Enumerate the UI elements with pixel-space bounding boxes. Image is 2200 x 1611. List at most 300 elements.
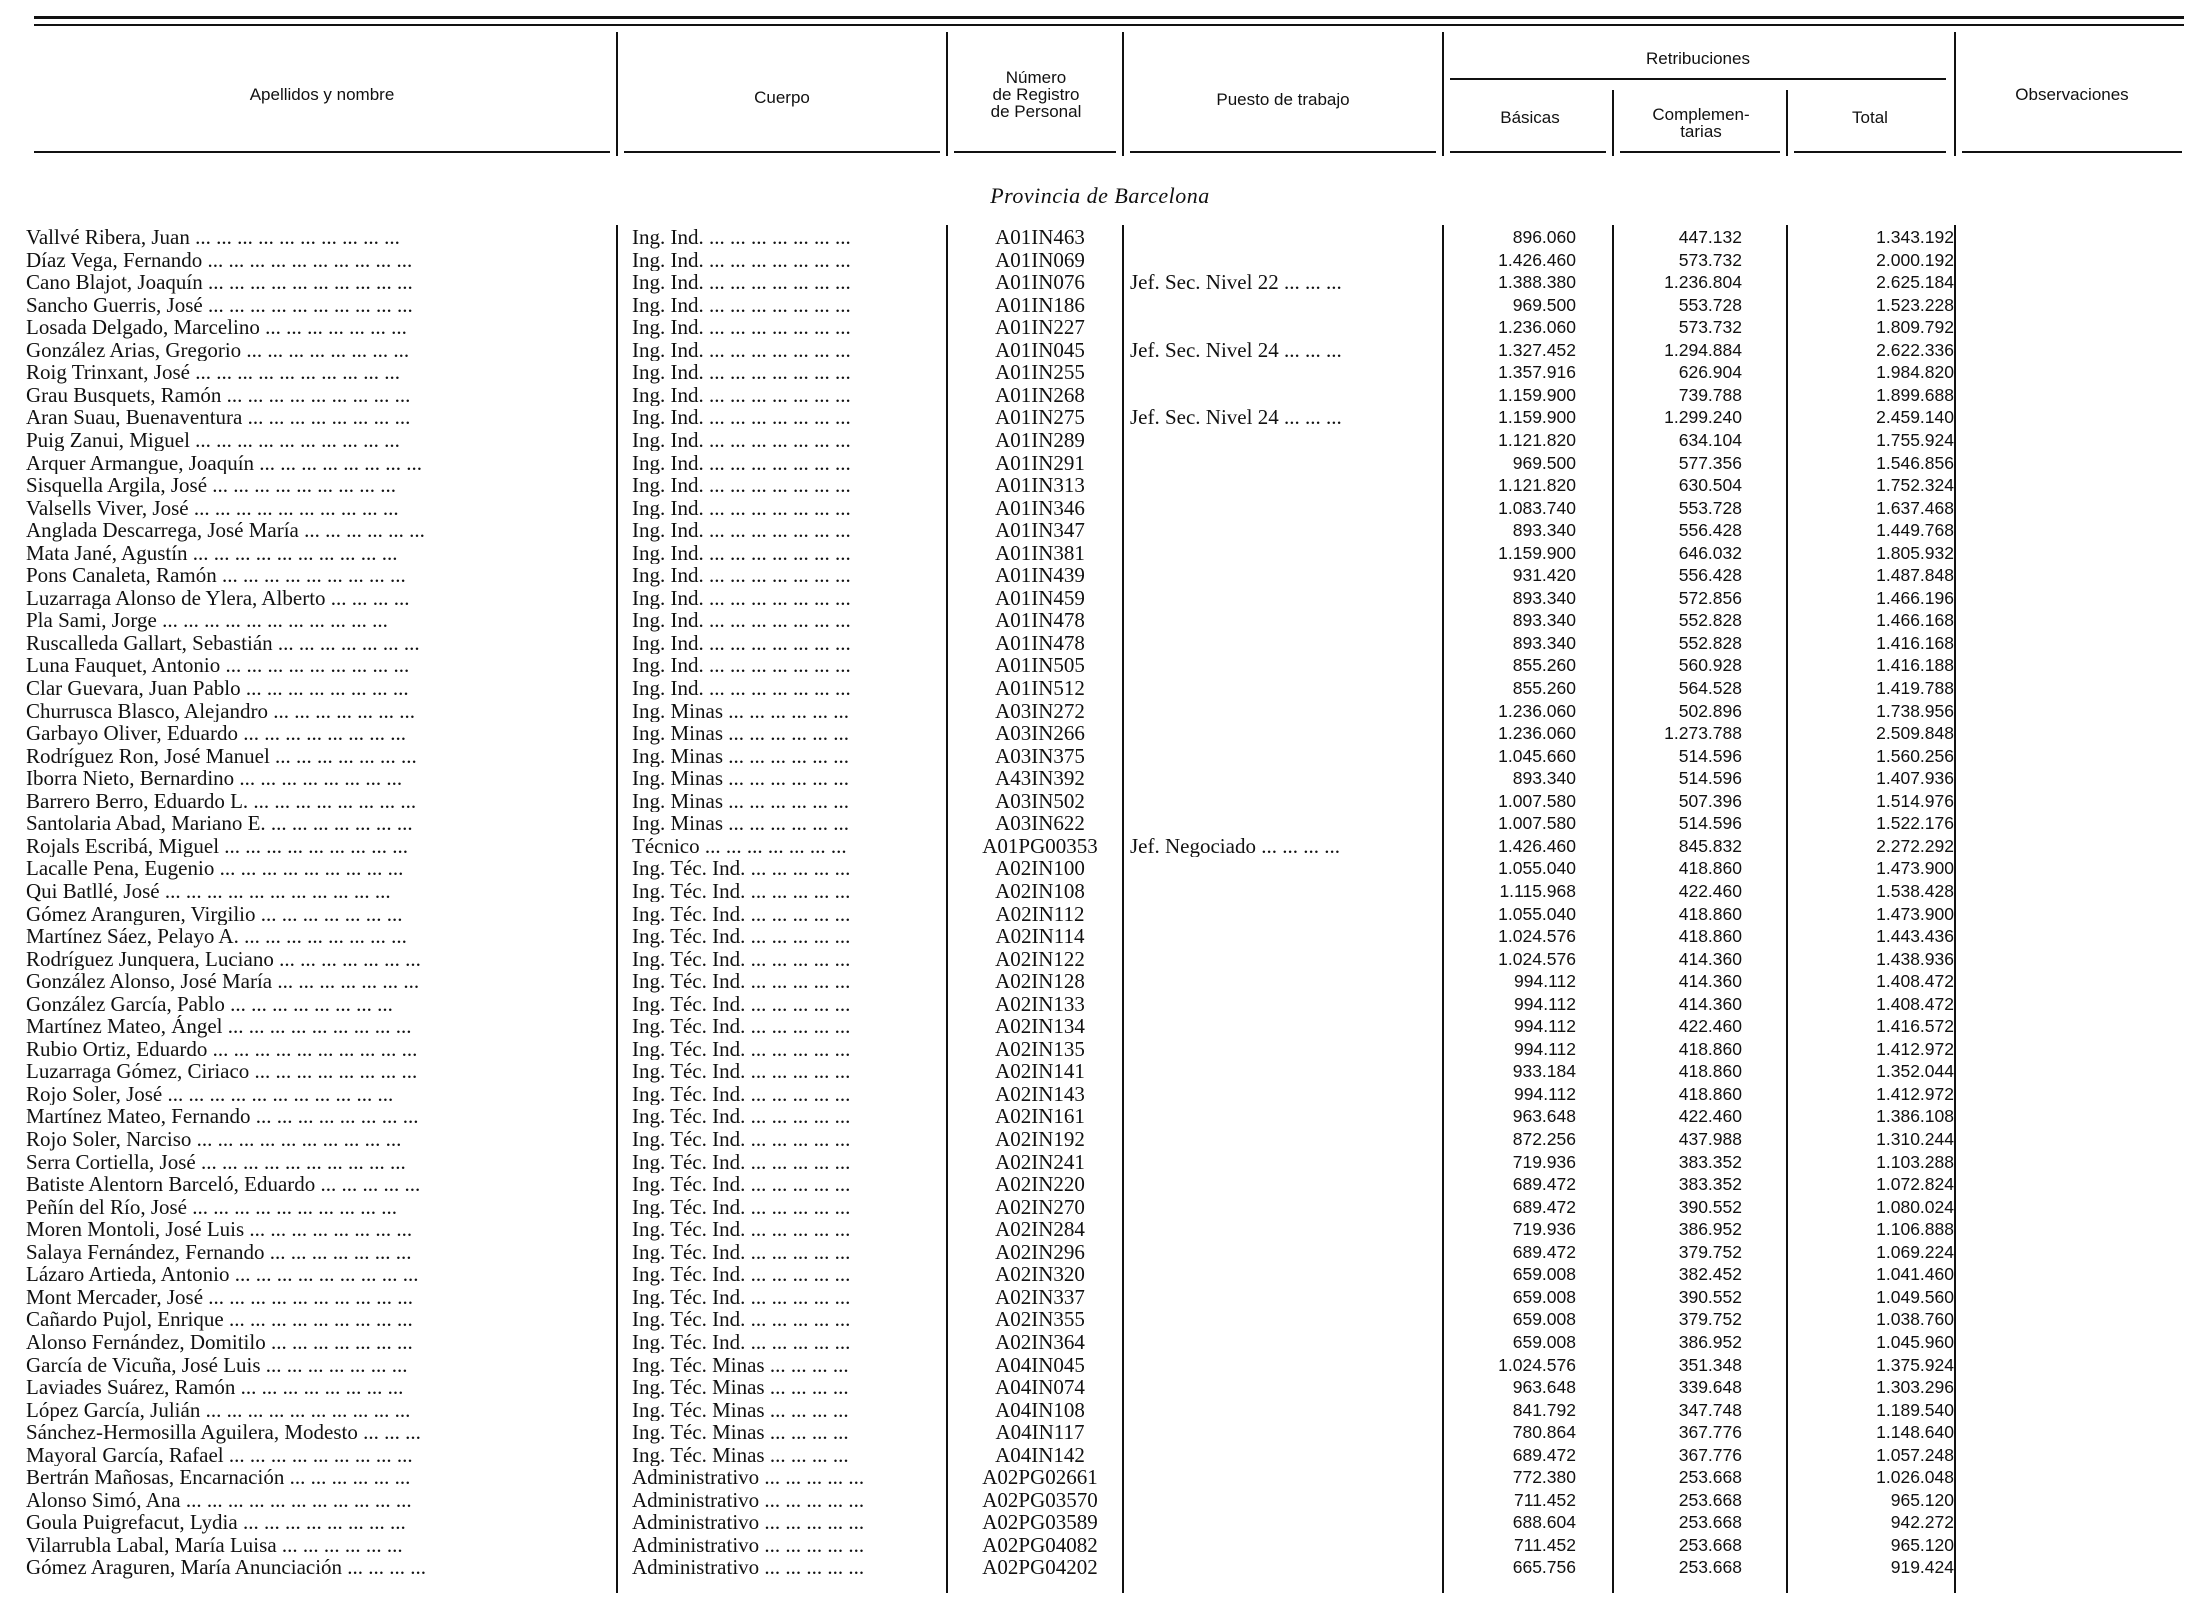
table-row [0,700,2200,723]
row-basicas: 893.340 [1512,520,1576,541]
row-complementarias: 390.552 [1678,1286,1742,1307]
row-basicas: 841.792 [1512,1399,1576,1420]
row-nombre: Goula Puigrefacut, Lydia ... ... ... ... ... ... ... ... [26,1511,406,1534]
row-nombre: Cano Blajot, Joaquín ... ... ... ... ... ... ... ... ... ... [26,271,413,294]
row-puesto: Jef. Sec. Nivel 24 ... ... ... [1130,338,1342,362]
row-complementarias: 379.752 [1678,1309,1742,1330]
row-registro: A43IN392 [995,767,1085,790]
row-complementarias: 553.728 [1678,497,1742,518]
row-cuerpo: Ing. Minas ... ... ... ... ... ... [632,744,849,768]
table-row [0,384,2200,407]
header-bottom-rule [624,151,940,153]
header-complementarias-line: Complemen- [1652,105,1750,124]
row-registro: A01IN069 [995,248,1085,272]
row-registro: A01IN045 [995,338,1085,362]
row-complementarias: 414.360 [1678,971,1742,992]
row-basicas: 1.007.580 [1498,790,1576,811]
row-registro: A01IN076 [995,271,1085,294]
row-nombre: González Arias, Gregorio ... ... ... ... ... ... ... ... [26,338,410,362]
row-registro: A02IN320 [995,1263,1085,1286]
row-cuerpo: Ing. Téc. Ind. ... ... ... ... ... [632,925,851,948]
row-total: 942.272 [1890,1512,1954,1533]
header-cuerpo: Cuerpo [754,88,810,107]
row-cuerpo: Ing. Téc. Ind. ... ... ... ... ... [632,1037,851,1061]
row-cuerpo: Ing. Téc. Ind. ... ... ... ... ... [632,970,851,993]
province-heading: Provincia de Barcelona [990,183,1210,208]
row-basicas: 1.024.576 [1498,948,1576,969]
header-bottom-rule [34,151,610,153]
row-complementarias: 414.360 [1678,948,1742,969]
table-row [0,1354,2200,1377]
row-total: 2.622.336 [1876,339,1954,360]
row-cuerpo: Ing. Ind. ... ... ... ... ... ... ... [632,451,851,475]
row-registro: A03IN375 [995,744,1085,768]
row-total: 1.049.560 [1876,1286,1954,1307]
row-registro: A01IN478 [995,631,1085,655]
header-puesto: Puesto de trabajo [1216,90,1350,109]
row-cuerpo: Administrativo ... ... ... ... ... [632,1488,865,1512]
row-registro: A01IN505 [995,654,1085,677]
table-row [0,249,2200,272]
row-cuerpo: Ing. Téc. Ind. ... ... ... ... ... [632,1308,851,1331]
row-complementarias: 351.348 [1678,1354,1742,1375]
row-total: 1.443.436 [1876,926,1954,947]
row-complementarias: 418.860 [1678,858,1742,879]
row-complementarias: 573.732 [1678,317,1742,338]
row-cuerpo: Ing. Ind. ... ... ... ... ... ... ... [632,496,851,520]
row-basicas: 855.260 [1512,678,1576,698]
row-nombre: Rojo Soler, Narciso ... ... ... ... ... ... ... ... ... ... [26,1128,402,1151]
row-nombre: Lázaro Artieda, Antonio ... ... ... ... ... ... ... ... ... [26,1263,419,1286]
row-complementarias: 646.032 [1678,542,1742,563]
row-nombre: Pons Canaleta, Ramón ... ... ... ... ... ... ... ... ... [26,564,406,587]
row-basicas: 1.236.060 [1498,723,1576,744]
row-registro: A04IN045 [995,1353,1085,1377]
row-basicas: 994.112 [1514,993,1576,1014]
row-nombre: Rodríguez Ron, José Manuel ... ... ... ... ... ... ... [26,744,417,768]
header-bottom-rule [1794,151,1946,153]
row-cuerpo: Ing. Téc. Ind. ... ... ... ... ... [632,1128,851,1151]
row-basicas: 659.008 [1512,1331,1576,1352]
table-row [0,1105,2200,1128]
row-cuerpo: Administrativo ... ... ... ... ... [632,1466,865,1489]
row-complementarias: 556.428 [1678,520,1742,541]
row-nombre: Luzarraga Gómez, Ciriaco ... ... ... ... ... ... ... ... [26,1060,418,1083]
table-row [0,542,2200,565]
row-registro: A03IN622 [995,812,1085,835]
row-basicas: 1.236.060 [1498,700,1576,721]
row-complementarias: 514.596 [1678,768,1742,789]
row-complementarias: 553.728 [1678,294,1742,315]
row-cuerpo: Ing. Téc. Minas ... ... ... ... [632,1398,849,1422]
row-total: 1.106.888 [1876,1219,1954,1240]
row-basicas: 933.184 [1512,1061,1576,1082]
row-total: 1.343.192 [1876,227,1954,247]
row-total: 1.419.788 [1876,678,1954,698]
row-cuerpo: Ing. Téc. Ind. ... ... ... ... ... [632,1082,851,1106]
row-basicas: 689.472 [1512,1444,1576,1465]
row-complementarias: 382.452 [1678,1264,1742,1285]
row-nombre: Díaz Vega, Fernando ... ... ... ... ... ... ... ... ... ... [26,248,413,272]
row-cuerpo: Técnico ... ... ... ... ... ... ... [632,834,847,858]
row-puesto: Jef. Negociado ... ... ... ... [1130,834,1340,858]
row-cuerpo: Ing. Téc. Minas ... ... ... ... [632,1376,849,1399]
row-basicas: 872.256 [1512,1129,1576,1149]
row-registro: A02IN134 [995,1015,1085,1038]
header-total: Total [1852,108,1888,127]
row-basicas: 994.112 [1514,971,1576,992]
row-complementarias: 418.860 [1678,1038,1742,1059]
row-total: 1.041.460 [1876,1264,1954,1285]
row-nombre: Martínez Mateo, Fernando ... ... ... ... ... ... ... ... [26,1105,419,1128]
row-nombre: Moren Montoli, José Luis ... ... ... ... ... ... ... ... [26,1218,413,1241]
row-registro: A02IN128 [995,970,1085,993]
row-nombre: Martínez Sáez, Pelayo A. ... ... ... ... ... ... ... ... [26,925,407,948]
row-complementarias: 379.752 [1678,1241,1742,1262]
row-nombre: Luzarraga Alonso de Ylera, Alberto ... ... ... ... [26,586,410,610]
header-bottom-rule [1130,151,1436,153]
row-registro: A01IN227 [995,316,1085,339]
row-nombre: Batiste Alentorn Barceló, Eduardo ... ... ... ... ... [26,1173,421,1196]
table-row [0,1511,2200,1534]
table-row [0,745,2200,768]
row-complementarias: 514.596 [1678,745,1742,766]
row-puesto: Jef. Sec. Nivel 24 ... ... ... [1130,406,1342,429]
table-row [0,1534,2200,1557]
table-row [0,1151,2200,1174]
row-cuerpo: Ing. Ind. ... ... ... ... ... ... ... [632,609,851,632]
row-basicas: 772.380 [1512,1467,1576,1488]
row-complementarias: 422.460 [1678,1106,1742,1127]
row-nombre: Rojo Soler, José ... ... ... ... ... ... ... ... ... ... ... [26,1082,394,1106]
row-total: 1.438.936 [1876,948,1954,969]
row-complementarias: 383.352 [1678,1151,1742,1172]
row-total: 1.546.856 [1876,452,1954,473]
row-cuerpo: Ing. Téc. Ind. ... ... ... ... ... [632,1105,851,1128]
row-cuerpo: Ing. Minas ... ... ... ... ... ... [632,789,849,813]
row-nombre: Iborra Nieto, Bernardino ... ... ... ... ... ... ... ... [26,767,403,790]
row-total: 1.408.472 [1876,993,1954,1014]
row-complementarias: 507.396 [1678,790,1742,811]
table-row [0,294,2200,317]
row-complementarias: 418.860 [1678,903,1742,924]
row-complementarias: 386.952 [1678,1219,1742,1240]
row-cuerpo: Ing. Ind. ... ... ... ... ... ... ... [632,248,851,272]
row-cuerpo: Ing. Téc. Ind. ... ... ... ... ... [632,1173,851,1196]
table-row [0,632,2200,655]
table-row [0,519,2200,542]
row-nombre: Cañardo Pujol, Enrique ... ... ... ... ... ... ... ... ... [26,1308,413,1331]
row-complementarias: 560.928 [1678,655,1742,676]
row-basicas: 689.472 [1512,1196,1576,1217]
table-row [0,1060,2200,1083]
row-basicas: 659.008 [1512,1309,1576,1330]
row-registro: A02IN364 [995,1330,1085,1354]
row-nombre: Laviades Suárez, Ramón ... ... ... ... ... ... ... ... [26,1376,404,1399]
row-total: 1.080.024 [1876,1196,1954,1217]
row-total: 1.473.900 [1876,858,1954,879]
row-basicas: 1.159.900 [1498,542,1576,563]
table-row [0,1444,2200,1467]
table-row [0,1038,2200,1061]
row-registro: A01IN381 [995,541,1085,565]
row-basicas: 689.472 [1512,1174,1576,1195]
row-complementarias: 626.904 [1678,362,1742,383]
row-registro: A01PG00353 [982,834,1098,858]
row-nombre: Grau Busquets, Ramón ... ... ... ... ... ... ... ... ... [26,383,411,407]
row-complementarias: 1.236.804 [1664,272,1742,293]
row-complementarias: 514.596 [1678,813,1742,834]
row-basicas: 1.159.900 [1498,407,1576,428]
table-row [0,1083,2200,1106]
header-registro-line: Número [1005,68,1067,87]
row-total: 1.416.188 [1876,655,1954,676]
row-registro: A02IN100 [995,857,1085,880]
row-basicas: 1.327.452 [1498,339,1576,360]
header-bottom-rule [954,151,1116,153]
row-cuerpo: Ing. Ind. ... ... ... ... ... ... ... [632,338,851,362]
table-row [0,903,2200,926]
row-total: 1.069.224 [1876,1241,1954,1262]
row-nombre: González Alonso, José María ... ... ... ... ... ... ... [26,970,420,993]
row-cuerpo: Ing. Ind. ... ... ... ... ... ... ... [632,406,851,429]
header-divider [1954,32,1956,156]
table-row [0,970,2200,993]
row-cuerpo: Ing. Ind. ... ... ... ... ... ... ... [632,383,851,407]
row-total: 1.984.820 [1876,362,1954,383]
row-basicas: 893.340 [1512,587,1576,608]
row-registro: A02IN270 [995,1195,1085,1219]
row-nombre: Anglada Descarrega, José María ... ... ... ... ... ... [26,519,425,542]
table-row [0,654,2200,677]
row-cuerpo: Ing. Téc. Ind. ... ... ... ... ... [632,1285,851,1309]
header-bottom-rule [1962,151,2182,153]
row-nombre: Gómez Araguren, María Anunciación ... ... ... ... [26,1556,427,1579]
row-basicas: 896.060 [1512,227,1576,247]
table-row [0,1218,2200,1241]
table-row [0,1399,2200,1422]
row-nombre: Roig Trinxant, José ... ... ... ... ... ... ... ... ... ... [26,361,400,384]
row-total: 1.805.932 [1876,542,1954,563]
row-basicas: 1.083.740 [1498,497,1576,518]
table-row [0,406,2200,429]
row-total: 1.408.472 [1876,971,1954,992]
row-basicas: 1.055.040 [1498,903,1576,924]
row-nombre: González García, Pablo ... ... ... ... ... ... ... ... [26,992,393,1016]
header-divider [1122,32,1124,156]
row-registro: A02IN355 [995,1308,1085,1331]
row-complementarias: 739.788 [1678,384,1742,405]
row-total: 1.189.540 [1876,1399,1954,1420]
row-cuerpo: Ing. Téc. Ind. ... ... ... ... ... [632,1060,851,1083]
row-total: 2.459.140 [1876,407,1954,428]
row-basicas: 711.452 [1514,1534,1576,1555]
row-total: 1.416.572 [1876,1016,1954,1037]
row-registro: A02PG04202 [982,1556,1098,1579]
table-row [0,1128,2200,1151]
header-complementarias [1618,106,1784,140]
row-basicas: 1.121.820 [1498,475,1576,496]
row-total: 2.625.184 [1876,272,1954,293]
row-nombre: Lacalle Pena, Eugenio ... ... ... ... ... ... ... ... ... [26,857,404,880]
row-registro: A01IN268 [995,383,1085,407]
row-total: 1.538.428 [1876,880,1954,901]
row-registro: A01IN255 [995,361,1085,384]
row-nombre: Pla Sami, Jorge ... ... ... ... ... ... ... ... ... ... ... [26,609,388,632]
row-cuerpo: Ing. Téc. Ind. ... ... ... ... ... [632,992,851,1016]
row-total: 1.057.248 [1876,1444,1954,1465]
row-complementarias: 253.668 [1678,1512,1742,1533]
table-row [0,1263,2200,1286]
row-registro: A02IN141 [995,1060,1085,1083]
table-row [0,857,2200,880]
row-registro: A02PG03589 [982,1511,1098,1534]
row-basicas: 689.472 [1512,1241,1576,1262]
row-total: 1.522.176 [1876,813,1954,834]
row-nombre: Alonso Fernández, Domitilo ... ... ... ... ... ... ... [26,1330,413,1354]
header-registro-line: de Registro [992,85,1080,104]
table-row [0,587,2200,610]
table-row [0,452,2200,475]
table-row [0,564,2200,587]
table-row [0,1556,2200,1579]
table-row [0,1489,2200,1512]
row-basicas: 963.648 [1512,1377,1576,1398]
row-basicas: 711.452 [1514,1489,1576,1510]
row-registro: A01IN347 [995,519,1085,542]
row-registro: A02PG04082 [982,1533,1098,1557]
table-row [0,767,2200,790]
row-complementarias: 437.988 [1678,1129,1742,1149]
row-nombre: Garbayo Oliver, Eduardo ... ... ... ... ... ... ... ... [26,722,406,745]
row-basicas: 1.426.460 [1498,835,1576,856]
row-basicas: 1.426.460 [1498,249,1576,270]
row-cuerpo: Ing. Téc. Ind. ... ... ... ... ... [632,902,851,926]
row-registro: A04IN074 [995,1376,1085,1399]
row-cuerpo: Ing. Téc. Ind. ... ... ... ... ... [632,1150,851,1174]
row-total: 1.560.256 [1876,745,1954,766]
row-cuerpo: Ing. Ind. ... ... ... ... ... ... ... [632,474,851,497]
row-total: 1.303.296 [1876,1377,1954,1398]
row-basicas: 1.357.916 [1498,362,1576,383]
row-total: 965.120 [1890,1534,1954,1555]
row-basicas: 1.236.060 [1498,317,1576,338]
row-cuerpo: Ing. Téc. Minas ... ... ... ... [632,1443,849,1467]
row-total: 1.449.768 [1876,520,1954,541]
row-total: 1.899.688 [1876,384,1954,405]
row-registro: A03IN502 [995,789,1085,813]
row-total: 1.738.956 [1876,700,1954,721]
row-cuerpo: Ing. Ind. ... ... ... ... ... ... ... [632,271,851,294]
row-basicas: 719.936 [1512,1219,1576,1240]
header-basicas: Básicas [1500,108,1560,127]
row-complementarias: 418.860 [1678,1083,1742,1104]
row-total: 1.755.924 [1876,429,1954,450]
row-nombre: Mata Jané, Agustín ... ... ... ... ... ... ... ... ... ... [26,541,398,565]
row-cuerpo: Ing. Téc. Minas ... ... ... ... [632,1421,849,1444]
row-cuerpo: Ing. Minas ... ... ... ... ... ... [632,812,849,835]
row-nombre: Sánchez-Hermosilla Aguilera, Modesto ... ... ... [26,1421,421,1444]
row-basicas: 893.340 [1512,768,1576,789]
row-cuerpo: Ing. Téc. Ind. ... ... ... ... ... [632,1240,851,1264]
row-basicas: 1.007.580 [1498,813,1576,834]
table-row [0,790,2200,813]
row-complementarias: 502.896 [1678,700,1742,721]
row-total: 965.120 [1890,1489,1954,1510]
retribuciones-rule [1450,78,1946,80]
row-basicas: 665.756 [1512,1557,1576,1578]
row-complementarias: 422.460 [1678,1016,1742,1037]
table-row [0,1173,2200,1196]
row-cuerpo: Ing. Ind. ... ... ... ... ... ... ... [632,586,851,610]
row-nombre: Sisquella Argila, José ... ... ... ... ... ... ... ... ... [26,474,397,497]
row-total: 1.148.640 [1876,1422,1954,1443]
row-complementarias: 418.860 [1678,926,1742,947]
row-basicas: 1.388.380 [1498,272,1576,293]
row-cuerpo: Ing. Ind. ... ... ... ... ... ... ... [632,654,851,677]
row-cuerpo: Ing. Ind. ... ... ... ... ... ... ... [632,519,851,542]
row-nombre: Puig Zanui, Miguel ... ... ... ... ... ... ... ... ... ... [26,428,400,452]
table-row [0,880,2200,903]
row-cuerpo: Ing. Téc. Ind. ... ... ... ... ... [632,1015,851,1038]
row-complementarias: 253.668 [1678,1489,1742,1510]
table-row [0,1286,2200,1309]
table-row [0,361,2200,384]
row-nombre: Churrusca Blasco, Alejandro ... ... ... ... ... ... ... [26,699,416,723]
row-cuerpo: Administrativo ... ... ... ... ... [632,1511,865,1534]
header-observaciones: Observaciones [2015,85,2129,104]
row-registro: A02IN133 [995,992,1085,1016]
header-registro [950,69,1122,120]
row-registro: A02IN161 [995,1105,1085,1128]
row-registro: A02IN337 [995,1285,1085,1309]
row-cuerpo: Ing. Minas ... ... ... ... ... ... [632,722,849,745]
header-registro-line: de Personal [990,102,1082,121]
row-registro: A02IN220 [995,1173,1085,1196]
table-row [0,609,2200,632]
row-basicas: 931.420 [1512,565,1576,586]
header-nombre: Apellidos y nombre [249,85,395,104]
row-total: 1.466.196 [1876,587,1954,608]
row-nombre: Bertrán Mañosas, Encarnación ... ... ... ... ... ... [26,1466,411,1489]
row-basicas: 1.024.576 [1498,926,1576,947]
row-complementarias: 552.828 [1678,632,1742,653]
row-nombre: Valsells Viver, José ... ... ... ... ... ... ... ... ... ... [26,496,399,520]
row-total: 1.045.960 [1876,1331,1954,1352]
table-row [0,226,2200,249]
row-nombre: Rodríguez Junquera, Luciano ... ... ... ... ... ... ... [26,947,421,971]
row-cuerpo: Ing. Ind. ... ... ... ... ... ... ... [632,677,851,700]
header-divider [616,32,618,156]
row-basicas: 688.604 [1512,1512,1576,1533]
row-complementarias: 572.856 [1678,587,1742,608]
row-nombre: García de Vicuña, José Luis ... ... ... ... ... ... ... [26,1353,408,1377]
row-nombre: Losada Delgado, Marcelino ... ... ... ... ... ... ... [26,316,407,339]
header-retribuciones: Retribuciones [1646,49,1750,68]
row-complementarias: 447.132 [1678,227,1742,247]
row-basicas: 963.648 [1512,1106,1576,1127]
table-row [0,1196,2200,1219]
table-row [0,1015,2200,1038]
row-registro: A01IN512 [995,677,1085,700]
row-complementarias: 383.352 [1678,1174,1742,1195]
row-basicas: 994.112 [1514,1083,1576,1104]
header-divider [946,32,948,156]
table-row [0,1308,2200,1331]
row-nombre: Qui Batllé, José ... ... ... ... ... ... ... ... ... ... ... [26,879,391,903]
table-row [0,1331,2200,1354]
row-complementarias: 564.528 [1678,678,1742,698]
